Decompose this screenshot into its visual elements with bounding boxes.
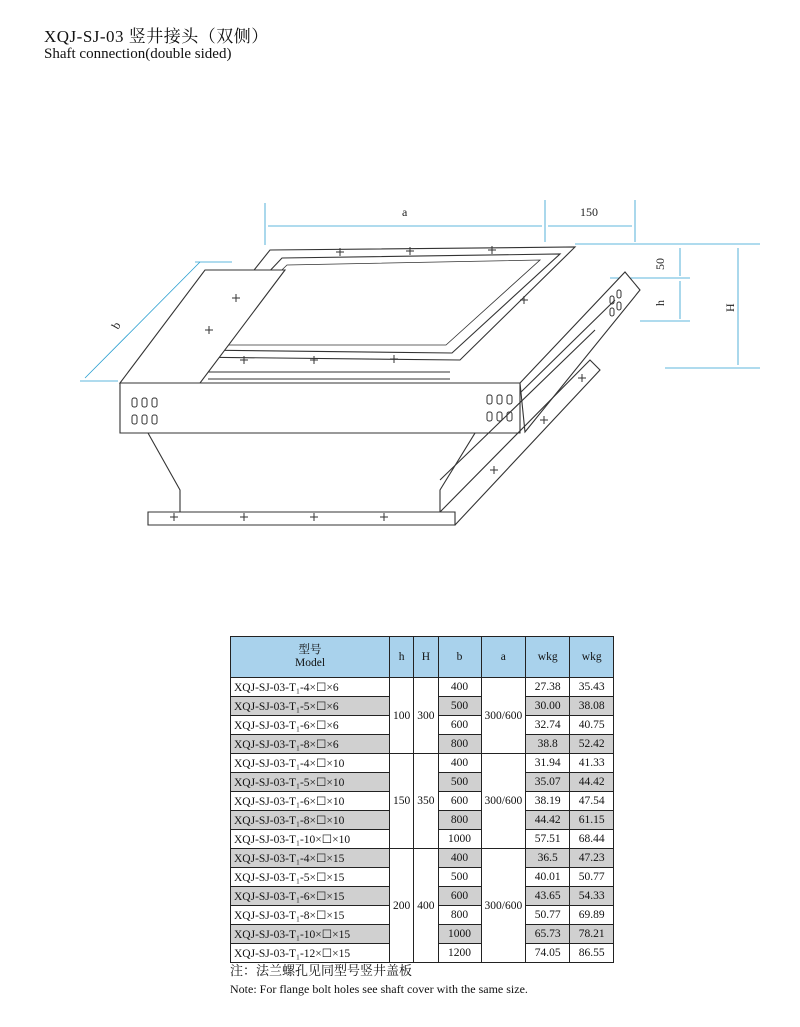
- cell-H: 400: [414, 849, 438, 963]
- cell-b: 500: [438, 868, 481, 887]
- cell-wkg-2: 61.15: [570, 811, 614, 830]
- dim-label-H: H: [723, 303, 737, 312]
- cell-wkg-2: 35.43: [570, 678, 614, 697]
- cell-wkg-2: 69.89: [570, 906, 614, 925]
- cell-wkg-2: 41.33: [570, 754, 614, 773]
- note-english: Note: For flange bolt holes see shaft cover with the same size.: [230, 982, 528, 996]
- cell-model: XQJ-SJ-03-T₁-6×☐×6: [231, 716, 390, 735]
- cell-b: 400: [438, 754, 481, 773]
- cell-b: 1000: [438, 830, 481, 849]
- cell-model: XQJ-SJ-03-T₁-4×☐×10: [231, 754, 390, 773]
- cell-a: 300/600: [481, 849, 526, 963]
- header-wkg-1: wkg: [526, 637, 570, 678]
- header-model-cn: 型号: [298, 644, 322, 656]
- title-chinese: XQJ-SJ-03 竖井接头（双侧）: [44, 27, 269, 46]
- cell-wkg-2: 86.55: [570, 944, 614, 963]
- cell-wkg-1: 74.05: [526, 944, 570, 963]
- cell-a: 300/600: [481, 754, 526, 849]
- cell-wkg-2: 44.42: [570, 773, 614, 792]
- cell-wkg-1: 31.94: [526, 754, 570, 773]
- cell-H: 300: [414, 678, 438, 754]
- table-row: [231, 849, 614, 868]
- table-row: [231, 678, 614, 697]
- cell-wkg-1: 35.07: [526, 773, 570, 792]
- header-model-en: Model: [294, 657, 326, 669]
- header-b: b: [438, 637, 481, 678]
- cell-model: XQJ-SJ-03-T₁-10×☐×15: [231, 925, 390, 944]
- cell-h: 100: [390, 678, 414, 754]
- cell-model: XQJ-SJ-03-T₁-12×☐×15: [231, 944, 390, 963]
- dim-label-b: b: [108, 319, 124, 332]
- cell-b: 600: [438, 887, 481, 906]
- cell-wkg-2: 78.21: [570, 925, 614, 944]
- cell-b: 800: [438, 735, 481, 754]
- cell-wkg-2: 47.23: [570, 849, 614, 868]
- cell-wkg-1: 44.42: [526, 811, 570, 830]
- cell-model: XQJ-SJ-03-T₁-8×☐×6: [231, 735, 390, 754]
- cell-wkg-1: 30.00: [526, 697, 570, 716]
- table-row: [231, 754, 614, 773]
- cell-b: 800: [438, 811, 481, 830]
- spec-table: [230, 636, 614, 963]
- header-wkg-2: wkg: [570, 637, 614, 678]
- cell-wkg-1: 32.74: [526, 716, 570, 735]
- cell-b: 800: [438, 906, 481, 925]
- cell-b: 500: [438, 773, 481, 792]
- cell-model: XQJ-SJ-03-T₁-8×☐×15: [231, 906, 390, 925]
- cell-wkg-2: 54.33: [570, 887, 614, 906]
- dim-label-50: 50: [653, 258, 667, 270]
- cell-wkg-1: 65.73: [526, 925, 570, 944]
- cell-model: XQJ-SJ-03-T₁-10×☐×10: [231, 830, 390, 849]
- note-chinese: 注：法兰螺孔见同型号竖井盖板: [230, 963, 413, 978]
- cell-model: XQJ-SJ-03-T₁-5×☐×6: [231, 697, 390, 716]
- cell-wkg-1: 38.19: [526, 792, 570, 811]
- header-H: H: [414, 637, 438, 678]
- cell-model: XQJ-SJ-03-T₁-5×☐×10: [231, 773, 390, 792]
- dim-label-a: a: [402, 205, 408, 219]
- dim-label-150: 150: [580, 205, 598, 219]
- cell-model: XQJ-SJ-03-T₁-4×☐×6: [231, 678, 390, 697]
- cell-H: 350: [414, 754, 438, 849]
- cell-b: 1200: [438, 944, 481, 963]
- title-english: Shaft connection(double sided): [44, 46, 232, 62]
- header-h: h: [390, 637, 414, 678]
- cell-wkg-1: 38.8: [526, 735, 570, 754]
- cell-model: XQJ-SJ-03-T₁-4×☐×15: [231, 849, 390, 868]
- header-model: [231, 637, 390, 678]
- cell-wkg-1: 36.5: [526, 849, 570, 868]
- cell-wkg-1: 50.77: [526, 906, 570, 925]
- cell-wkg-2: 68.44: [570, 830, 614, 849]
- cell-b: 500: [438, 697, 481, 716]
- cell-h: 150: [390, 754, 414, 849]
- cell-model: XQJ-SJ-03-T₁-6×☐×15: [231, 887, 390, 906]
- dim-label-h: h: [653, 300, 667, 306]
- cell-a: 300/600: [481, 678, 526, 754]
- cell-wkg-1: 40.01: [526, 868, 570, 887]
- table-header-row: [231, 637, 614, 678]
- cell-wkg-2: 52.42: [570, 735, 614, 754]
- cell-model: XQJ-SJ-03-T₁-6×☐×10: [231, 792, 390, 811]
- cell-wkg-2: 47.54: [570, 792, 614, 811]
- cell-model: XQJ-SJ-03-T₁-5×☐×15: [231, 868, 390, 887]
- cell-b: 400: [438, 678, 481, 697]
- cell-wkg-2: 40.75: [570, 716, 614, 735]
- cell-model: XQJ-SJ-03-T₁-8×☐×10: [231, 811, 390, 830]
- cell-wkg-1: 27.38: [526, 678, 570, 697]
- cell-h: 200: [390, 849, 414, 963]
- table-body: [231, 678, 614, 963]
- cell-wkg-2: 38.08: [570, 697, 614, 716]
- cell-b: 1000: [438, 925, 481, 944]
- cell-wkg-1: 57.51: [526, 830, 570, 849]
- cell-b: 400: [438, 849, 481, 868]
- cell-wkg-1: 43.65: [526, 887, 570, 906]
- cell-wkg-2: 50.77: [570, 868, 614, 887]
- cell-b: 600: [438, 716, 481, 735]
- header-a: a: [481, 637, 526, 678]
- cell-b: 600: [438, 792, 481, 811]
